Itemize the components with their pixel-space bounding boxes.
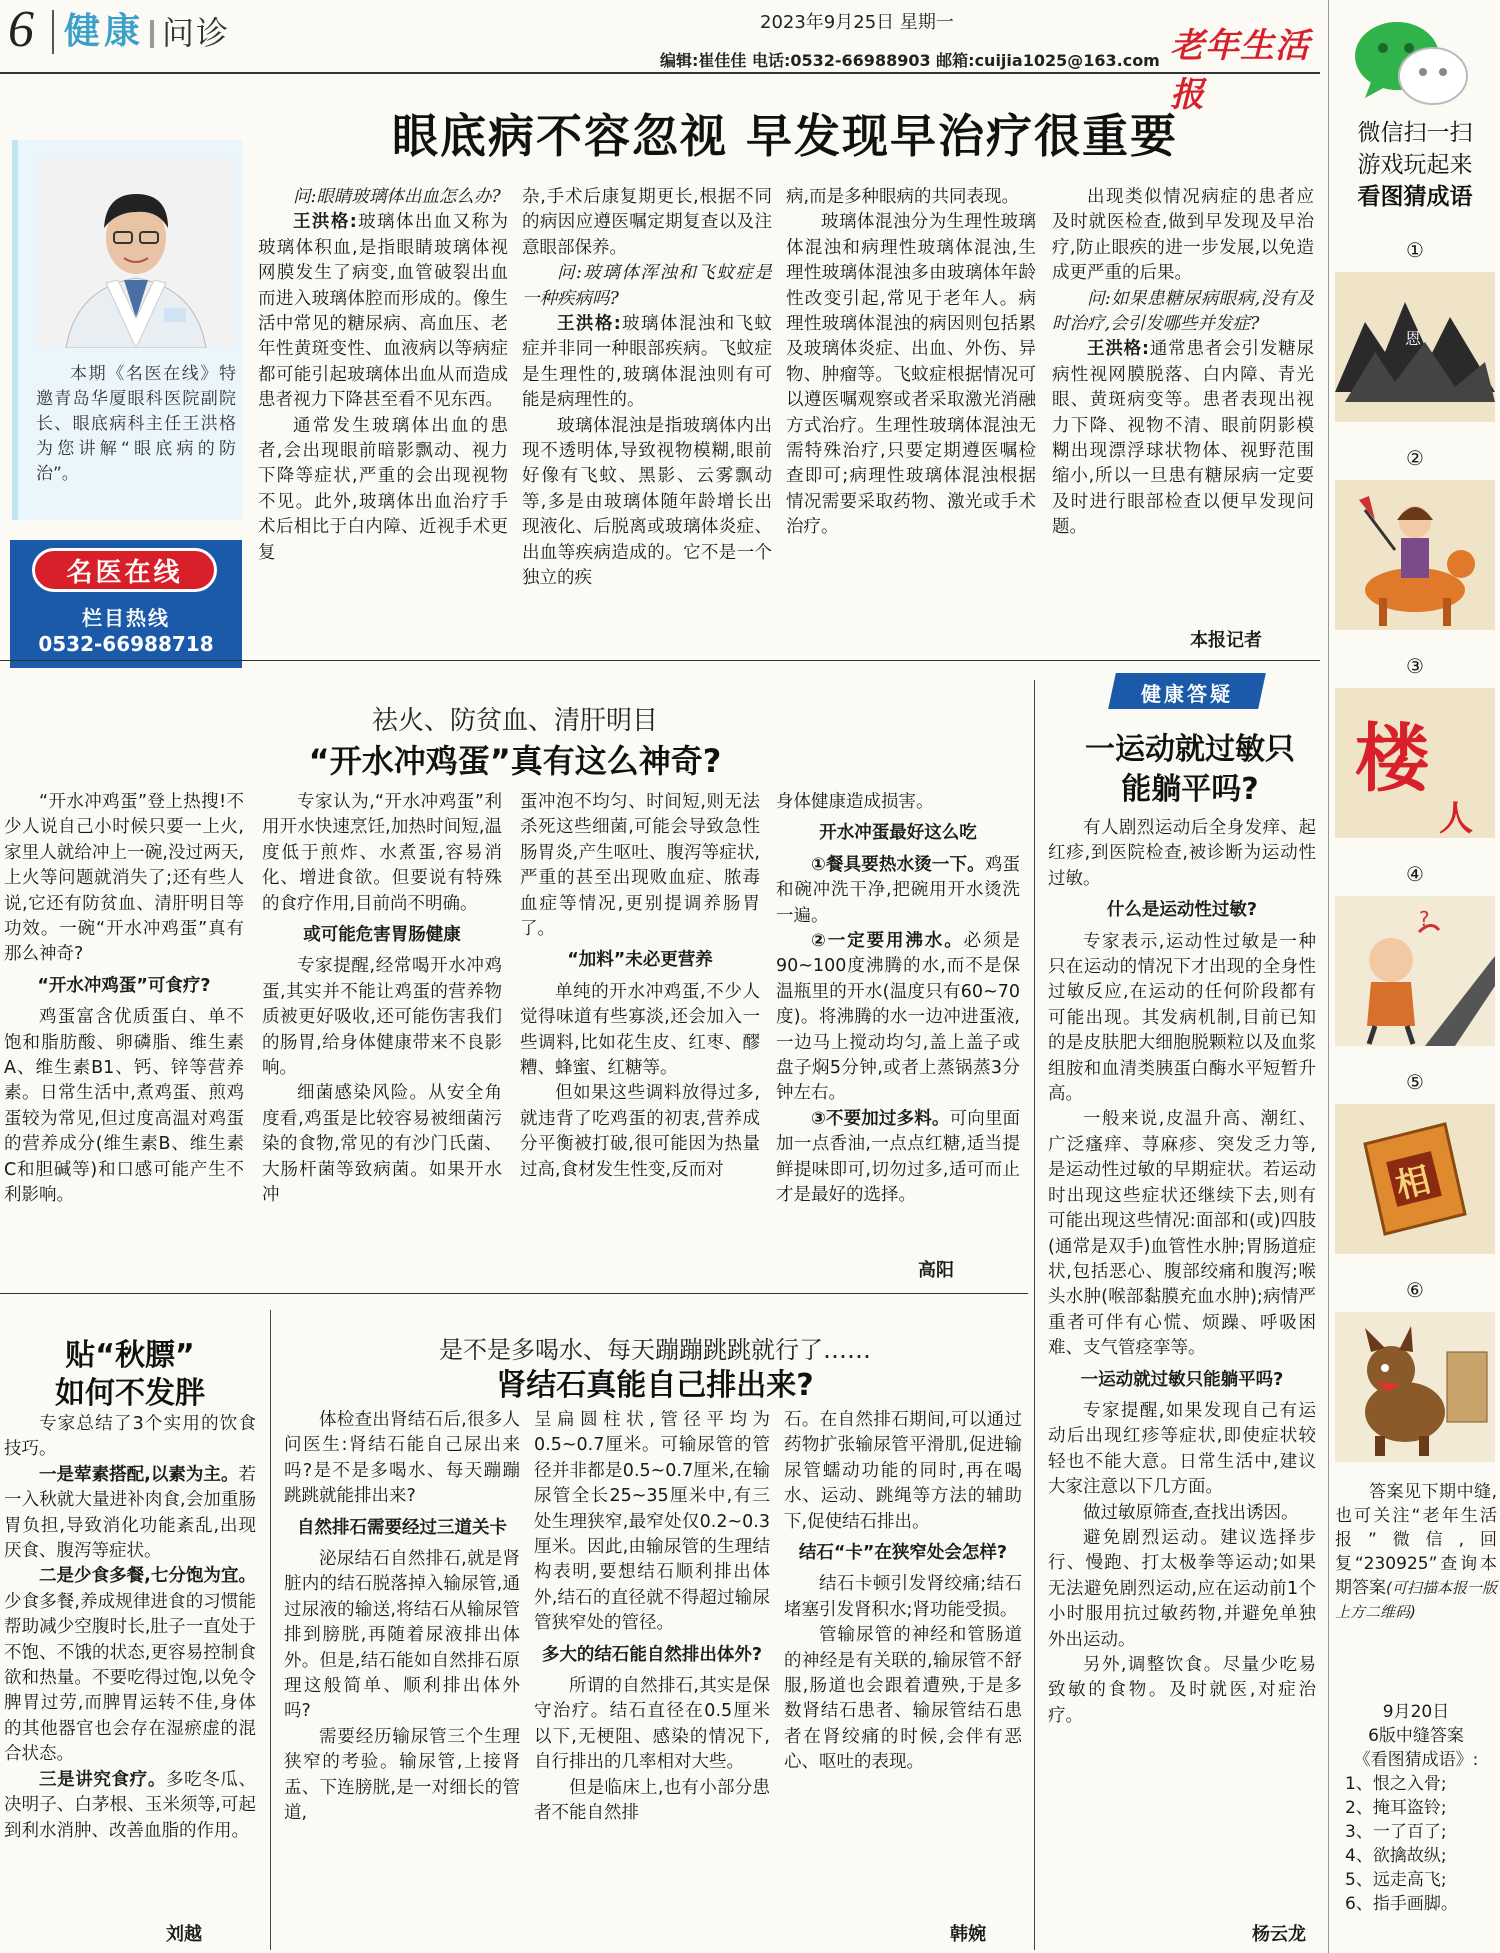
allergy-body [1048,816,1316,1936]
continued-paragraph [522,185,772,261]
prev-date: 9月20日 [1382,1702,1450,1722]
body-paragraph [520,1081,760,1183]
lead-in: 王洪格: [1087,339,1149,360]
body-paragraph [262,1081,502,1208]
hotline-box [10,540,242,668]
body-paragraph [522,312,772,414]
puzzle-number-3: ③ [1406,654,1424,678]
prev-sub: 6版中缝答案 [1368,1726,1464,1746]
puzzle-3-text: 楼 [1355,716,1429,802]
egg-kicker: 祛火、防贫血、清肝明目 [371,706,658,736]
eye-col-3 [786,185,1036,655]
paragraph-text: 少食多餐,养成规律进食的习惯能帮助减少空腹时长,肚子一直处于不饱、不饿的状态,更容易控制食欲和热量。不要吃得过饱,以免令脾胃过劳,而脾胃运转不佳,身体的其他器官也会存在湿瘀虚的混合状态。 [4,1591,256,1765]
autumn-headline-1: 贴“秋膘” [65,1338,195,1373]
hotline-label: 栏目热线 [82,606,170,630]
paragraph-text: 一运动就过敏只能躺平吗? [1080,1369,1284,1390]
seal-block-icon [1335,1104,1495,1254]
paragraph-text: 专家表示,运动性过敏是一种只在运动的情况下才出现的全身性过敏反应,在运动的任何阶段都有可能出现。其发病机制,目前已知的是皮肤肥大细胞脱颗粒以及血浆组胺和血清类胰蛋白酶水平短暂升高。 [1048,931,1316,1105]
lead-in: ③不要加过多料。 [811,1108,950,1129]
autumn-body [4,1412,256,1947]
paragraph-text: 若一入秋就大量进补肉食,会加重肠胃负担,导致消化功能紊乱,出现厌食、腹泻等症状。 [4,1464,256,1562]
body-paragraph [4,1768,256,1844]
paragraph-text: 必须是90~100度沸腾的水,而不是保温瓶里的开水(温度只有60~70度)。将沸腾的水一边冲进蛋液,一边马上搅动均匀,盖上盖子或盘子焖5分钟,或者上蒸锅蒸3分钟左右。 [776,931,1020,1104]
body-paragraph [1048,1526,1316,1653]
body-paragraph [284,1725,520,1827]
paragraph-text: 细菌感染风险。从安全角度看,鸡蛋是比较容易被细菌污染的食物,常见的有沙门氏菌、大肠杆菌等致病菌。如果开水冲 [262,1083,502,1206]
paragraph-text: 多吃冬瓜、决明子、白茅根、玉米须等,可起到利水消肿、改善血脂的作用。 [4,1769,256,1841]
stone-col-2 [534,1408,770,1948]
body-paragraph [534,1776,770,1827]
stone-col-1 [284,1408,520,1948]
hotline-title: 名医在线 [66,558,183,588]
column-name: 问诊 [162,14,231,52]
headline-eye: 眼底病不容忽视 早发现早治疗很重要 [391,109,1178,163]
lead-in: ①餐具要热水烫一下。 [811,854,985,875]
puzzle-3-text-2: 人 [1439,799,1473,838]
editor-info: 编辑:崔佳佳 电话:0532-66988903 邮箱:cuijia1025@163.com [660,51,1160,70]
subheading [4,974,244,999]
paragraph-text: 结石“卡”在狭窄处会怎样? [798,1543,1008,1564]
subheading [1048,898,1316,923]
column-intro: 本期《名医在线》特邀青岛华厦眼科医院副院长、眼底病科主任王洪格为您讲解“眼底病的防治”。 [36,364,236,484]
issue-date: 2023年9月25日 星期一 [760,12,954,33]
paragraph-text: “开水冲鸡蛋”登上热搜!不少人说自己小时候只要一上火,家里人就给冲上一碗,没过两天,上火等问题就消失了;还有些人说,它还有防贫血、清肝明目等功效。一碗“开水冲鸡蛋”真有那么神奇? [4,792,244,965]
puzzle-number-4: ④ [1406,862,1424,886]
paragraph-text: 结石卡顿引发肾绞痛;结石堵塞引发肾积水;肾功能受损。 [784,1574,1022,1620]
paragraph-text: 玻璃体混浊和飞蚊症并非同一种眼部疾病。飞蚊症是生理性的,玻璃体混浊则有可能是病理性的。 [522,314,772,411]
subheading [284,1516,520,1541]
old-man-road-icon [1335,896,1495,1046]
puzzle-image-4 [1335,896,1495,1046]
paragraph-text: 鸡蛋和碗冲洗干净,把碗用开水烫洗一遍。 [776,854,1020,926]
body-paragraph [4,790,244,968]
eye-col-1 [258,185,508,655]
stone-col-3 [784,1408,1022,1948]
eye-col-4 [1052,185,1314,625]
masthead-divider [52,10,54,54]
eye-col-2 [522,185,772,655]
section-name: 健康 [64,11,145,52]
paragraph-text: 管输尿管的神经和管肠道的神经是有关联的,输尿管不舒服,肠道也会跟着遭殃,于是多数肾结石患者、输尿管结石患者在肾绞痛的时候,会伴有恶心、呕吐的表现。 [784,1625,1022,1773]
paragraph-text: 但如果这些调料放得过多,就违背了吃鸡蛋的初衷,营养成分平衡被打破,很可能因为热量过高,食材发生性变,反而对 [520,1083,760,1180]
masthead-rule [0,72,1320,74]
body-paragraph [786,210,1036,540]
paragraph-text: 身体健康造成损害。 [776,792,934,812]
lead-in: ②一定要用沸水。 [811,931,964,952]
doctor-photo [36,158,236,348]
egg-col-4 [776,790,1020,1280]
paragraph-text: 通常发生玻璃体出血的患者,会出现眼前暗影飘动、视力下降等症状,严重的会出现视物不见。此外,玻璃体出血治疗手术后相比于白内障、近视手术更复 [258,415,508,563]
paragraph-text: 鸡蛋富含优质蛋白、单不饱和脂肪酸、卵磷脂、维生素A、维生素B1、钙、锌等营养素。日常生活中,煮鸡蛋、煎鸡蛋较为常见,但过度高温对鸡蛋的营养成分(维生素B、维生素C和胆碱等)和口感可能产生不利影响。 [4,1007,244,1206]
continued-paragraph [784,1408,1022,1535]
body-paragraph [1048,816,1316,892]
body-paragraph [776,1107,1020,1209]
paragraph-text: 一般来说,皮温升高、潮红、广泛瘙痒、荨麻疹、突发乏力等,是运动性过敏的早期症状。若运动时出现这些症状还继续下去,则有可能出现这些情况:面部和(或)四肢(通常是双手)血管性水肿;胃肠道症状,包括恶心、腹部绞痛和腹泻;喉头水肿(喉部黏膜充血水肿);病情严重者可伴有心慌、烦躁、呼吸困难、支气管痉挛等。 [1048,1109,1316,1359]
puzzle-image-3 [1335,688,1495,838]
paragraph-text: 问:玻璃体浑浊和飞蚊症是一种疾病吗? [522,263,772,309]
paragraph-text: 专家认为,“开水冲鸡蛋”利用开水快速烹饪,加热时间短,温度低于煎炸、水煮蛋,容易消化、增进食欲。但要说有特殊的食疗作用,目前尚不明确。 [262,792,502,914]
body-paragraph [522,414,772,592]
continued-paragraph [520,790,760,942]
autumn-byline: 刘越 [166,1924,202,1945]
prev-answer-3: 3、一了百了; [1345,1822,1447,1842]
paragraph-text: 什么是运动性过敏? [1106,900,1258,921]
paragraph-text: 另外,调整饮食。尽量少吃易致敏的食物。及时就医,对症治疗。 [1048,1655,1316,1726]
subheading [534,1643,770,1668]
eye-byline: 本报记者 [1190,630,1262,651]
continued-paragraph [534,1408,770,1637]
allergy-byline: 杨云龙 [1252,1924,1306,1945]
paragraph-text: 通常患者会引发糖尿病性视网膜脱落、白内障、青光眼、黄斑病变等。患者表现出视力下降、视物不清、眼前阴影模糊出现漂浮球状物体、视野范围缩小,所以一旦患有糖尿病一定要及时进行眼部检查以便早发现问题。 [1052,339,1314,538]
column-divider-left [270,1310,271,1950]
lead-in: 王洪格: [293,212,357,233]
subheading [784,1541,1022,1566]
prev-answer-2: 2、掩耳盗铃; [1345,1798,1447,1818]
answer-note [1335,1480,1497,1624]
body-paragraph [776,853,1020,929]
body-paragraph [4,1005,244,1208]
puzzle-number-6: ⑥ [1406,1278,1424,1302]
paragraph-text: 有人剧烈运动后全身发痒、起红疹,到医院检查,被诊断为运动性过敏。 [1048,818,1316,889]
body-paragraph [1048,1501,1316,1526]
puzzle-image-2 [1335,480,1495,630]
masthead [0,0,1320,114]
answer-note-text: 答案见下期中缝,也可关注“老年生活报”微信,回复“230925”查询本期答案 [1335,1482,1497,1598]
body-paragraph [520,980,760,1082]
subheading [1048,1368,1316,1393]
paragraph-text: “加料”未必更营养 [567,950,713,971]
paragraph-text: 玻璃体混浊分为生理性玻璃体混浊和病理性玻璃体混浊,生理性玻璃体混浊多由玻璃体年龄性改变引起,常见于老年人。病理性玻璃体混浊的病因则包括累及玻璃体炎症、出血、外伤、异物、肿瘤等。飞蚊症根据情况可以遵医嘱观察或者采取激光消融方式治疗。生理性玻璃体混浊无需特殊治疗,只要定期遵医嘱检查即可;病理性玻璃体混浊根据情况需要采取药物、激光或手术治疗。 [786,212,1036,538]
paragraph-text: 问:眼睛玻璃体出血怎么办? [293,187,501,207]
paragraph-text: 做过敏原筛查,查找出诱因。 [1083,1502,1299,1523]
paragraph-text: 开水冲蛋最好这么吃 [819,823,977,844]
egg-headline: “开水冲鸡蛋”真有这么神奇? [308,742,722,780]
prev-label: 《看图猜成语》: [1353,1750,1479,1770]
puzzle-number-2: ② [1406,446,1424,470]
body-paragraph [534,1674,770,1776]
wechat-icon [1351,18,1471,110]
egg-col-1 [4,790,244,1280]
continued-paragraph [786,185,1036,210]
body-paragraph [1052,185,1314,287]
body-paragraph [262,954,502,1081]
body-paragraph [1048,1399,1316,1501]
masthead-divider-2 [150,20,154,48]
question-paragraph [258,185,508,210]
question-paragraph [522,261,772,312]
stone-kicker: 是不是多喝水、每天蹦蹦跳跳就行了…… [439,1336,871,1364]
puzzle-image-5 [1335,1104,1495,1254]
paragraph-text: 病,而是多种眼病的共同表现。 [786,187,1020,207]
subheading [520,948,760,973]
dog-icon [1335,1312,1495,1462]
doctor-portrait-icon [36,158,236,348]
lead-in: 三是讲究食疗。 [39,1769,166,1790]
stone-headline: 肾结石真能自己排出来? [496,1368,814,1403]
body-paragraph [1048,930,1316,1108]
puzzle-5-text: 相 [1391,1159,1435,1207]
puzzle-1-text: 恩 [1405,329,1422,348]
stone-byline: 韩婉 [950,1924,986,1945]
paragraph-text: 多大的结石能自然排出体外? [541,1644,763,1665]
lead-in: 二是少食多餐,七分饱为宜。 [39,1566,256,1587]
section-rule-1 [0,660,1320,661]
allergy-headline: 一运动就过敏只能躺平吗? [1085,732,1295,807]
qa-tag-text: 健康答疑 [1141,682,1233,706]
building-character-icon [1335,688,1495,838]
paragraph-text: 体检查出肾结石后,很多人问医生:肾结石能自己尿出来吗?是不是多喝水、每天蹦蹦跳跳就能排出来? [284,1410,520,1507]
prev-answer-5: 5、远走高飞; [1345,1870,1447,1890]
paragraph-text: 泌尿结石自然排石,就是肾脏内的结石脱落掉入输尿管,通过尿液的输送,将结石从输尿管排到膀胱,再随着尿液排出体外。但是,结石能如自然排石原理这般简单、顺利排出体外吗? [284,1549,520,1722]
puzzle-image-6 [1335,1312,1495,1462]
body-paragraph [262,790,502,917]
paragraph-text: 但是临床上,也有小部分患者不能自然排 [534,1777,770,1824]
prev-answer-6: 6、指手画脚。 [1345,1894,1458,1914]
sidebar-title-1: 微信扫一扫 [1357,120,1473,146]
body-paragraph [258,414,508,566]
sidebar-title-3: 看图猜成语 [1357,184,1473,210]
paragraph-text: 单纯的开水冲鸡蛋,不少人觉得味道有些寡淡,还会加入一些调料,比如花生皮、红枣、醪糟、蜂蜜、红糖等。 [520,981,760,1079]
question-paragraph [1052,287,1314,338]
paragraph-text: 玻璃体出血又称为玻璃体积血,是指眼睛玻璃体视网膜发生了病变,血管破裂出血而进入玻璃体腔而形成的。像生活中常见的糖尿病、高血压、老年性黄斑变性、血液病以等病症都可能引起玻璃体出血从而造成患者视力下降甚至看不见东西。 [258,212,508,411]
body-paragraph [784,1623,1022,1775]
body-paragraph [4,1564,256,1767]
puzzle-number-1: ① [1406,238,1424,262]
paragraph-text: 玻璃体混浊是指玻璃体内出现不透明体,导致视物模糊,眼前好像有飞蚊、黑影、云雾飘动等,多是由玻璃体随年龄增长出现液化、后脱离或玻璃体炎症、出血等疾病造成的。它不是一个独立的疾 [522,415,772,589]
previous-answers [1335,1700,1497,1916]
answer-note-small: (可扫描本报一版上方二维码) [1335,1579,1497,1621]
paper-logo: 老年生活报 [1170,28,1310,114]
hotline-number: 0532-66988718 [38,632,214,656]
lead-in: 一是荤素搭配,以素为主。 [39,1464,239,1485]
mountains-icon [1335,272,1495,422]
body-paragraph [4,1463,256,1565]
sidebar-title-2: 游戏玩起来 [1357,152,1473,178]
puzzle-number-5: ⑤ [1406,1070,1424,1094]
paragraph-text: 避免剧烈运动。建议选择步行、慢跑、打太极拳等运动;如果无法避免剧烈运动,应在运动前1个小时服用抗过敏药物,并避免单独外出运动。 [1048,1527,1316,1650]
paragraph-text: 杂,手术后康复期更长,根据不同的病因应遵医嘱定期复查以及注意眼部保养。 [522,187,772,258]
paragraph-text: 可向里面加一点香油,一点点红糖,适当提鲜提味即可,切勿过多,适可而止才是最好的选择。 [776,1108,1020,1206]
egg-byline: 高阳 [918,1260,954,1281]
paragraph-text: 蛋冲泡不均匀、时间短,则无法杀死这些细菌,可能会导致急性肠胃炎,产生呕吐、腹泻等症状,严重的甚至出现败血症、脓毒血症等情况,更别提调养肠胃了。 [520,792,760,940]
paragraph-text: 出现类似情况病症的患者应及时就医检查,做到早发现及早治疗,防止眼疾的进一步发展,以免造成更严重的后果。 [1052,187,1314,284]
paragraph-text: 所谓的自然排石,其实是保守治疗。结石直径在0.5厘米以下,无梗阻、感染的情况下,自行排出的几率相对大些。 [534,1676,770,1773]
subheading [262,923,502,948]
paragraph-text: 自然排石需要经过三道关卡 [297,1517,507,1538]
column-divider-right [1034,680,1035,1950]
subheading [776,821,1020,846]
body-paragraph [284,1547,520,1725]
paragraph-text: 专家总结了3个实用的饮食技巧。 [4,1414,256,1460]
continued-paragraph [776,790,1020,815]
egg-col-2 [262,790,502,1280]
egg-col-3 [520,790,760,1280]
paragraph-text: 专家提醒,经常喝开水冲鸡蛋,其实并不能让鸡蛋的营养物质被更好吸收,还可能伤害我们的肠胃,给身体健康带来不良影响。 [262,956,502,1079]
body-paragraph [284,1408,520,1510]
paragraph-text: 需要经历输尿管三个生理狭窄的考验。输尿管,上接肾盂、下连膀胱,是一对细长的管道, [284,1726,520,1824]
body-paragraph [784,1572,1022,1623]
rider-on-horse-icon [1335,480,1495,630]
paragraph-text: 呈扁圆柱状,管径平均为0.5~0.7厘米。可输尿管的管径并非都是0.5~0.7厘米,在输尿管全长25~35厘米中,有三处生理狭窄,最窄处仅0.2~0.3厘米。因此,由输尿管的生理结构表明,要想结石顺利排出体外,结石的直径就不得超过输尿管狭窄处的管径。 [534,1410,770,1634]
puzzle-sidebar [1328,0,1500,1953]
body-paragraph [776,929,1020,1107]
body-paragraph [258,210,508,413]
doctor-photo-panel [12,140,242,520]
paragraph-text: 或可能危害胃肠健康 [303,925,461,946]
body-paragraph [4,1412,256,1463]
paragraph-text: 专家提醒,如果发现自己有运动后出现红疹等症状,即使症状较轻也不能大意。日常生活中,建议大家注意以下几方面。 [1048,1400,1316,1498]
section-rule-2 [0,1293,1028,1294]
paragraph-text: 石。在自然排石期间,可以通过药物扩张输尿管平滑肌,促进输尿管蠕动功能的同时,再在喝水、运动、跳绳等方法的辅助下,促使结石排出。 [784,1410,1022,1532]
puzzle-4-question-mark: ? [1419,907,1430,931]
prev-answer-1: 1、恨之入骨; [1345,1774,1447,1794]
body-paragraph [1048,1653,1316,1729]
paragraph-text: “开水冲鸡蛋”可食疗? [37,975,211,996]
paragraph-text: 问:如果患糖尿病眼病,没有及时治疗,会引发哪些并发症? [1052,288,1314,335]
lead-in: 王洪格: [557,314,621,335]
body-paragraph [1048,1107,1316,1361]
page-number: 6 [8,1,34,58]
prev-answer-4: 4、欲擒故纵; [1345,1846,1447,1866]
puzzle-image-1 [1335,272,1495,422]
body-paragraph [1052,337,1314,540]
autumn-headline-2: 如何不发胖 [55,1376,205,1411]
